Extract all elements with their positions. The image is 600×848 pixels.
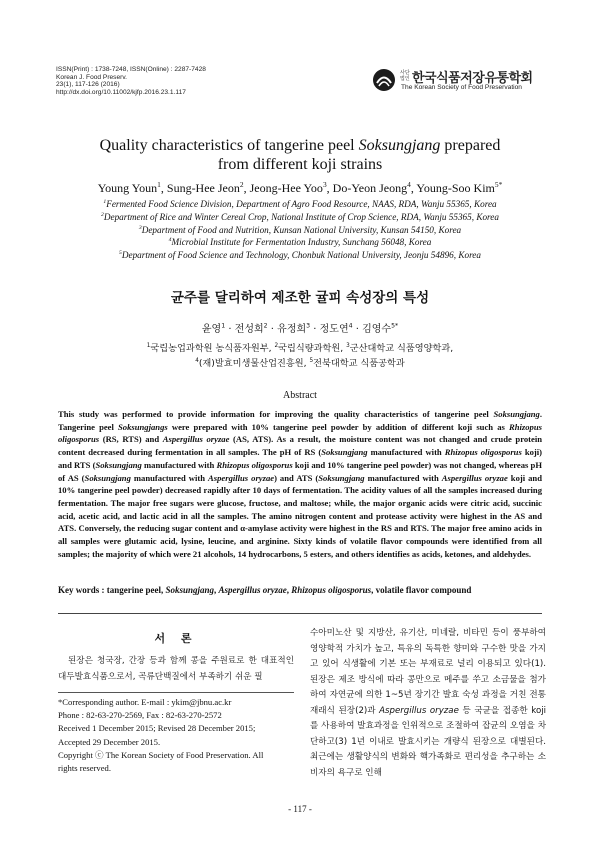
korean-affiliation-mark: 2 — [274, 342, 279, 349]
korean-affiliation-mark: 1 — [146, 342, 151, 349]
society-small-label: 사단법인 — [400, 70, 410, 82]
korean-affiliation-text: 국립식량과학원, — [278, 343, 347, 354]
affiliation-line — [40, 224, 560, 237]
affiliation-line — [40, 198, 560, 211]
korean-author-mark: 1 — [221, 322, 226, 330]
korean-affiliation-line-1 — [40, 342, 560, 357]
intro-italic-term: Aspergillus oryzae — [379, 705, 459, 716]
section-divider — [58, 613, 542, 614]
abstract-italic-term: Rhizopus oligosporus — [216, 459, 293, 470]
keywords-label: Key words : — [58, 585, 107, 595]
left-column — [58, 654, 294, 685]
society-name-english: The Korean Society of Food Preservation — [401, 84, 522, 91]
korean-author-name: 전성희 — [234, 324, 264, 335]
abstract-italic-term: Soksungjang — [493, 409, 540, 419]
korean-author-mark: 2 — [263, 322, 268, 330]
korean-author-mark: 4 — [348, 322, 353, 330]
author-affiliation-mark: 4 — [407, 180, 411, 189]
korean-affiliation-mark: 5 — [309, 357, 314, 364]
keywords-line: Key words : tangerine peel, Soksungjang, Aspergillus oryzae, Rhizopus oligosporus, volatile flavor compound — [58, 585, 472, 595]
korean-affiliation-text: 군산대학교 식품영양학과, — [349, 343, 454, 354]
abstract-italic-term: Soksungjang — [95, 459, 142, 470]
footnote-line: rights reserved. — [58, 763, 111, 774]
affiliation-text: Fermented Food Science Division, Department of Agro Food Resource, NAAS, RDA, Wanju 55365, Korea — [106, 199, 497, 209]
korean-affiliations — [40, 342, 560, 371]
korean-author-list: 윤영$^1$ · 전성희$^2$ · 유정희$^3$ · 정도연$^4$ · 김영수$^{5*}$ — [201, 322, 399, 335]
korean-affiliation-text: (재)발효미생물산업진흥원, — [198, 357, 310, 369]
footnote-line: Accepted 29 December 2015. — [58, 736, 161, 747]
affiliation-line — [40, 211, 560, 224]
footnote-line: Phone : 82-63-270-2569, Fax : 82-63-270-2572 — [58, 710, 222, 721]
affiliation-mark: 3 — [138, 224, 142, 231]
volume-line: 23(1), 117-126 (2016) — [56, 81, 120, 89]
keyword-item: Aspergillus oryzae — [218, 585, 287, 595]
abstract-italic-term: Rhizopus oligosporus — [444, 447, 522, 458]
abstract-italic-term: Soksungjang — [84, 472, 131, 483]
journal-info — [56, 66, 206, 96]
author-name: Sung-Hee Jeon — [166, 181, 240, 195]
author-name: Young Youn — [97, 181, 158, 195]
author-name: Jeong-Hee Yoo — [249, 181, 323, 195]
right-column — [310, 626, 546, 781]
affiliation-text: Department of Food Science and Technology, Chonbuk National University, Jeonju 54896, Korea — [121, 250, 481, 261]
affiliation-line — [40, 236, 560, 249]
society-emblem-icon — [372, 68, 396, 92]
intro-paragraph-right: 수아미노산 및 지방산, 유기산, 미네랄, 비타민 등이 풍부하여 영양학적 가치가 높고, 특유의 독특한 향미와 구수한 맛을 가지고 있어 식생활에 기본 또는 부재료로 널리 이용되고 있다(1). 된장은 제조 방식에 따라 콩만으로 메주를 쑤고 소금물을 첨가하여 자연균에 의한 1~5년 장기간 발효 숙성 과정을 거친 전통 재래식 된장(2)과 Aspergillus oryzae 등 국균을 접종한 koji를 사용하여 발효과정을 인위적으로 조절하여 잡균의 오염을 차단하고(3) 1년 이내로 발효시키는 개량식 된장으로 대별된다. 최근에는 생활양식의 변화와 핵가족화로 편리성을 추구하는 소비자의 욕구로 인해 — [310, 628, 546, 778]
abstract-heading: Abstract — [283, 390, 317, 401]
abstract-body: This study was performed to provide information for improving the quality characteristics of tangerine peel Soksungjang. Tangerine peel Soksungjangs were prepared with 10% tangerine peel powder by addition of different koji such as Rhizopus oligosporus (RS, RTS) and Aspergillus oryzae (AS, ATS). As a result, the moisture content was not changed and crude protein content decreased during fermentation in all samples. The pH of RS (Soksungjang manufactured with Rhizopus oligosporus koji) and RTS (Soksungjang manufactured with Rhizopus oligosporus koji and 10% tangerine peel powder) was not changed, whereas pH of AS (Soksungjang manufactured with Aspergillus oryzae) and ATS (Soksungjang manufactured with Aspergillus oryzae koji and 10% tangerine peel powder) decreased rapidly after 10 days of fermentation. The acidity values of all the samples increased during fermentation. The major free sugars were glucose, fructose, and maltose; while, the major organic acids were citric acid, succinic acid, acetic acid, and lactic acid in all the samples. The amino nitrogen content and protease activity were highest in the AS and ATS. Conversely, the reducing sugar content and α-amylase activity were highest in the RS and RTS. The major free amino acids in all samples were glutamic acid, lysine, leucine, and arginine. Sixty kinds of volatile flavor compounds were identified from all samples; the majority of which were 21 alcohols, 14 hydrocarbons, 5 esters, and others identifies as acids, ketones, and aldehydes. — [58, 409, 543, 559]
korean-affiliation-text: 전북대학교 식품공학과 — [313, 357, 405, 369]
footnote-line: Received 1 December 2015; Revised 28 December 2015; — [58, 723, 256, 734]
korean-affiliation-mark: 3 — [346, 342, 350, 349]
korean-affiliation-line-2 — [40, 357, 560, 372]
author-affiliation-mark: 3 — [322, 180, 327, 189]
footnote-line: Copyright ⓒ The Korean Society of Food Preservation. All — [58, 749, 264, 760]
footnote — [58, 696, 294, 775]
keyword-item: Soksungjang — [165, 585, 215, 595]
journal-name: Korean J. Food Preserv. — [56, 73, 127, 81]
author-name: Young-Soo Kim — [416, 181, 495, 195]
abstract-italic-term: Aspergillus oryzae — [208, 472, 275, 483]
korean-author-mark: 5* — [391, 322, 399, 330]
korean-title: 균주를 달리하여 제조한 귤피 속성장의 특성 — [170, 290, 430, 306]
korean-affiliation-mark: 4 — [195, 357, 199, 364]
keyword-item: Rhizopus oligosporus — [291, 585, 372, 595]
affiliation-text: Microbial Institute for Fermentation Industry, Sunchang 56048, Korea — [171, 237, 432, 248]
title-line-2: from different koji strains — [217, 156, 383, 173]
footnote-line: *Corresponding author. E-mail : ykim@jbnu.ac.kr — [58, 697, 232, 707]
intro-paragraph-left: 된장은 청국장, 간장 등과 함께 콩을 주원료로 한 대표적인 대두발효식품으로서, 곡류단백질에서 부족하기 쉬운 필 — [58, 656, 294, 682]
affiliation-mark: 4 — [168, 237, 172, 244]
society-name-korean: 한국식품저장유통학회 — [412, 71, 533, 86]
affiliation-list — [40, 198, 560, 262]
keyword-item: volatile flavor compound — [375, 585, 472, 595]
author-affiliation-mark: 5* — [494, 180, 503, 189]
abstract-italic-term: Aspergillus oryzae — [441, 472, 508, 483]
author-list: Young Youn$^1$, Sung-Hee Jeon$^2$, Jeong-Hee Yoo$^3$, Do-Yeon Jeong$^4$, Young-Soo Kim$^{5*}$ — [97, 180, 503, 195]
affiliation-mark: 1 — [103, 198, 107, 205]
affiliation-text: Department of Food and Nutrition, Kunsan National University, Kunsan 54150, Korea — [141, 224, 462, 235]
abstract-italic-term: Rhizopus oligosporus — [58, 421, 542, 445]
korean-affiliation-text: 국립농업과학원 농식품자원부, — [150, 343, 275, 354]
author-affiliation-mark: 2 — [239, 180, 244, 189]
title-italic-term: Soksungjang — [358, 137, 441, 154]
author-affiliation-mark: 1 — [157, 180, 161, 189]
introduction-heading: 서 론 — [154, 632, 198, 645]
affiliation-text: Department of Rice and Winter Cereal Crop, National Institute of Crop Science, RDA, Wanju 55365, Korea — [103, 211, 499, 222]
abstract-italic-term: Aspergillus oryzae — [162, 434, 230, 445]
footnote-divider — [58, 692, 294, 693]
korean-author-name: 정도연 — [319, 324, 349, 335]
author-name: Do-Yeon Jeong — [332, 181, 408, 195]
affiliation-mark: 2 — [101, 211, 104, 218]
korean-author-mark: 3 — [306, 322, 311, 330]
abstract-italic-term: Soksungjangs — [118, 421, 168, 432]
abstract-italic-term: Soksungjang — [318, 472, 365, 483]
abstract-italic-term: Soksungjang — [321, 447, 368, 458]
keyword-item: tangerine peel — [106, 585, 161, 595]
affiliation-mark: 5 — [119, 250, 122, 257]
page-number: - 117 - — [288, 804, 312, 814]
title-line-1: Quality characteristics of tangerine peel Soksungjang prepared — [99, 137, 501, 154]
korean-author-name: 윤영 — [201, 324, 222, 335]
paper-title — [40, 136, 560, 174]
doi-link[interactable]: http://dx.doi.org/10.11002/kjfp.2016.23.1.117 — [56, 88, 186, 96]
issn-line: ISSN(Print) : 1738-7248, ISSN(Online) : 2287-7428 — [56, 66, 206, 73]
korean-author-name: 김영수 — [362, 324, 392, 335]
society-logo — [372, 66, 552, 96]
affiliation-line — [40, 249, 560, 262]
korean-author-name: 유정희 — [277, 324, 307, 335]
